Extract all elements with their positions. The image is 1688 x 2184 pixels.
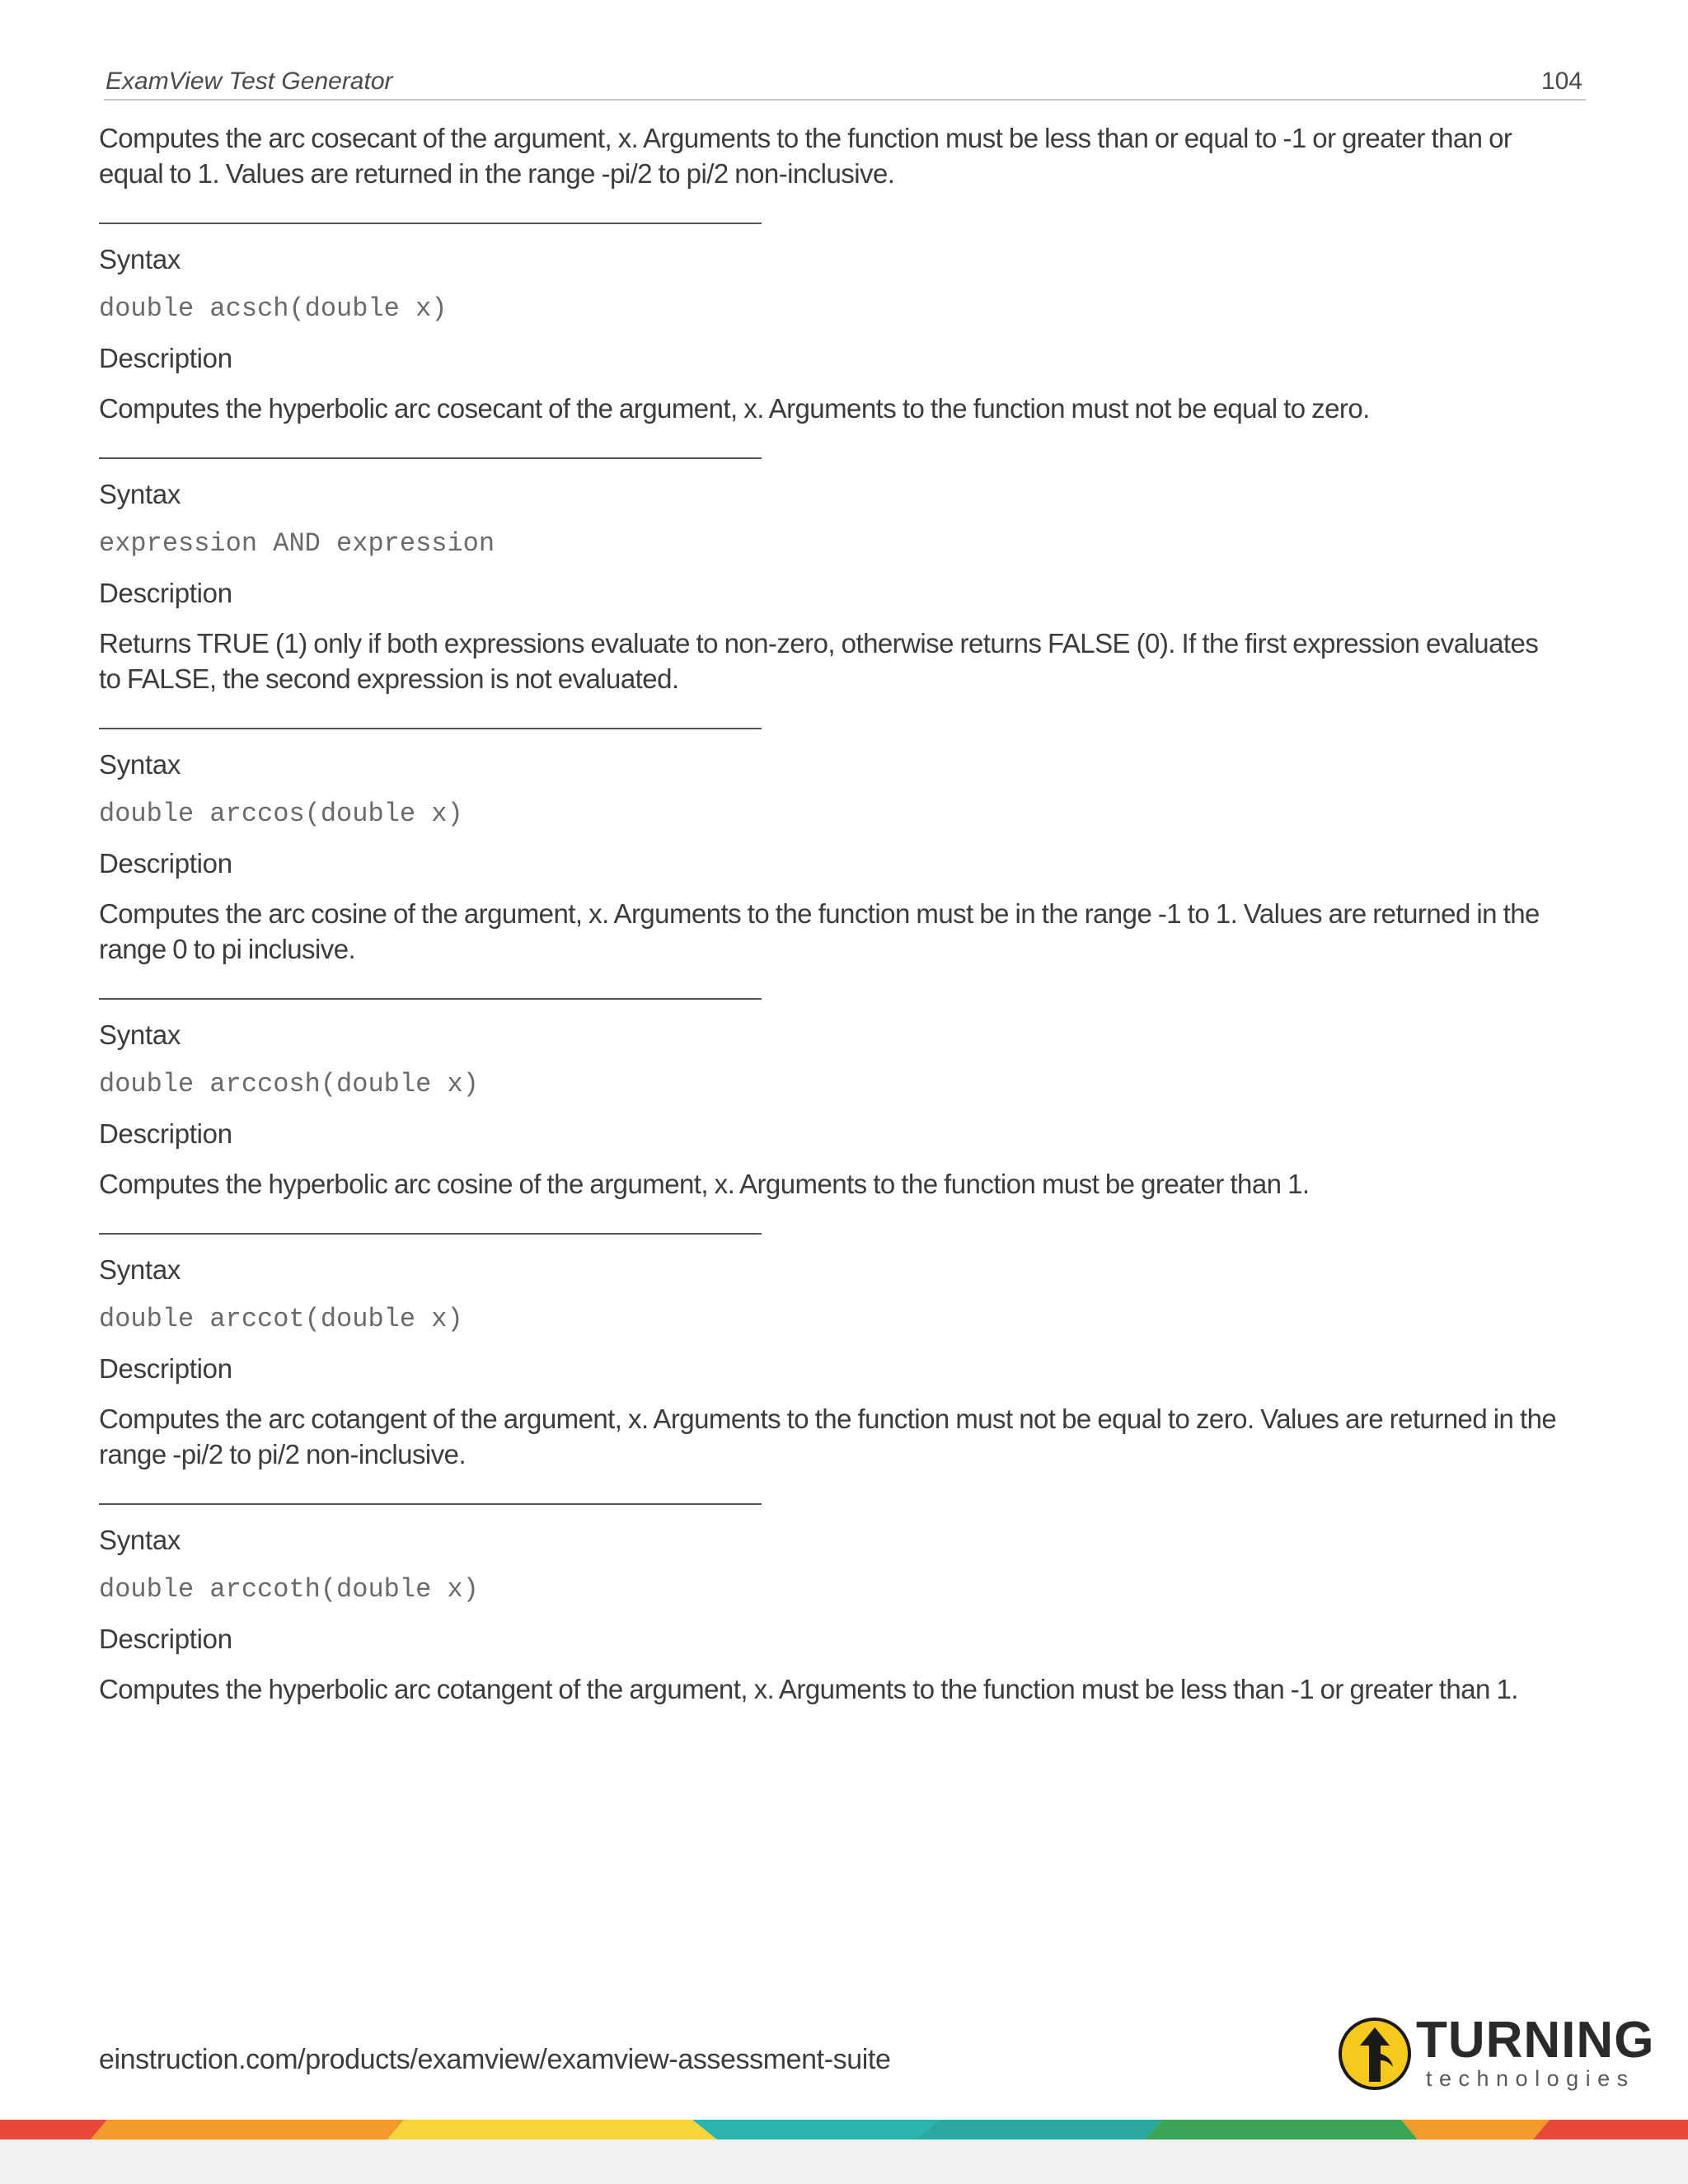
syntax-heading: Syntax [99,749,181,780]
description-heading: Description [99,1118,232,1149]
section-divider [99,223,762,224]
page-header [104,66,1586,101]
syntax-heading: Syntax [99,244,181,274]
intro-line: equal to 1. Values are returned in the range -pi/2 to pi/2 non-inclusive. [99,158,895,189]
description-line: Computes the hyperbolic arc cosine of the argument, x. Arguments to the function must be greater than 1. [99,1169,1310,1199]
description-line: to FALSE, the second expression is not evaluated. [99,663,679,694]
description-text [99,1166,1591,1202]
turning-technologies-logo [1337,2012,1655,2098]
page-number: 104 [1540,68,1582,95]
syntax-code: double acsch(double x) [99,293,448,324]
header-title: ExamView Test Generator [106,68,393,95]
section-divider [99,1503,762,1505]
description-text [99,1401,1591,1472]
section-divider [99,728,762,729]
intro-paragraph [99,120,1591,191]
section-divider [99,998,762,1000]
description-text [99,391,1591,426]
logo-subtext: technologies [1426,2066,1635,2091]
syntax-code: double arccosh(double x) [99,1069,479,1099]
description-text [99,896,1591,967]
description-heading: Description [99,343,232,373]
description-line: Computes the hyperbolic arc cosecant of the argument, x. Arguments to the function must not be equal to zero. [99,393,1370,424]
syntax-heading: Syntax [99,1254,181,1285]
description-heading: Description [99,1353,232,1384]
description-line: Computes the arc cosine of the argument, x. Arguments to the function must be in the range -1 to 1. Values are returned in the [99,898,1540,929]
section-divider [99,1233,762,1235]
footer-band [0,2139,1688,2184]
description-heading: Description [99,578,232,608]
footer-website-link[interactable]: einstruction.com/products/examview/examview-assessment-suite [99,2044,891,2075]
description-line: range -pi/2 to pi/2 non-inclusive. [99,1439,467,1469]
syntax-heading: Syntax [99,1525,181,1555]
syntax-heading: Syntax [99,1019,181,1050]
description-heading: Description [99,1624,232,1654]
section-divider [99,457,762,459]
logo-arrow-icon [1339,2018,1411,2090]
logo-wordmark: TURNING [1416,2012,1655,2069]
description-text [99,626,1591,696]
description-line: Returns TRUE (1) only if both expressions evaluate to non-zero, otherwise returns FALSE (0). If the first expression evaluates [99,628,1539,658]
description-text [99,1671,1591,1707]
description-line: Computes the arc cotangent of the argument, x. Arguments to the function must not be equal to zero. Values are returned in the [99,1404,1557,1434]
syntax-code: double arccot(double x) [99,1304,463,1334]
syntax-code: double arccos(double x) [99,799,463,829]
description-heading: Description [99,848,232,879]
description-line: Computes the hyperbolic arc cotangent of the argument, x. Arguments to the function must be less than -1 or greater than 1. [99,1674,1518,1704]
syntax-heading: Syntax [99,479,181,509]
footer-color-stripe [0,2116,1688,2139]
syntax-code: double arccoth(double x) [99,1574,479,1605]
main-content [99,120,1591,1707]
syntax-code: expression AND expression [99,528,495,559]
intro-line: Computes the arc cosecant of the argument, x. Arguments to the function must be less than or equal to -1 or greater than or [99,123,1512,153]
description-line: range 0 to pi inclusive. [99,934,356,964]
